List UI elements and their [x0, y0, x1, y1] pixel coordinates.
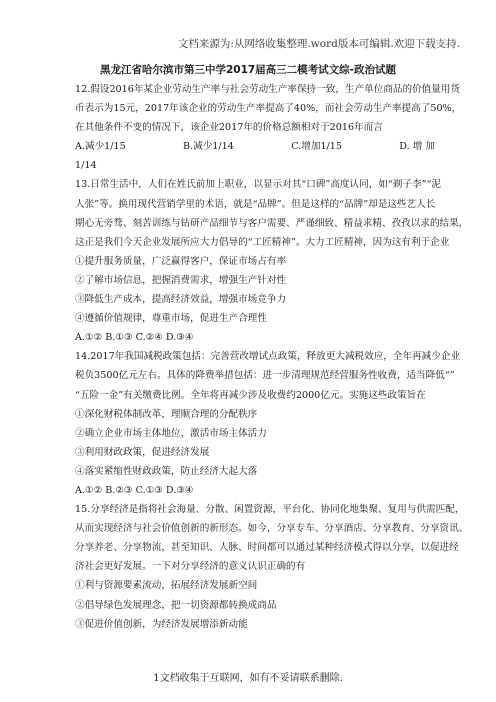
q15-choice: ③促进价值创新，为经济发展增添新动能: [75, 618, 248, 630]
q15-choice: ①利与资源要素流动，拓展经济发展新空间: [75, 580, 258, 592]
q13-choice: ③降低生产成本，提高经济效益，增强市场竞争力: [75, 294, 287, 306]
footer-note: 1文档收集于互联网，如有不妥请联系删除.: [153, 673, 343, 684]
q13-options: A.①② B.①③ C.②④ D.③④: [75, 332, 194, 344]
q13-choice: ②了解市场信息，把握消费需求，增强生产针对性: [75, 274, 287, 286]
document-title: 黑龙江省哈尔滨市第三中学2017届高三二模考试文综-政治试题: [99, 64, 397, 76]
q12-line: 12.假设2016年某企业劳动生产率与社会劳动生产率保持一致，生产单位商品的价值量用货: [75, 84, 461, 95]
q12-line: 在其他条件不变的情况下，该企业2017年的价格总额相对于2016年而言: [75, 122, 383, 134]
q14-choice: ②确立企业市场主体地位，激活市场主体活力: [75, 427, 267, 439]
q13-line: 13.日常生活中，人们在姓氏前加上职业，以显示对其“口碑”高度认同，如“剃子李”“泥: [75, 179, 441, 191]
source-note: 文档来源为:从网络收集整理.word版本可编辑.欢迎下载支持.: [177, 38, 460, 50]
q13-line: 期心无旁骛、刻苦训练与钻研产品细节与客户需要、严谨细致、精益求精、孜孜以求的结果，: [75, 217, 469, 229]
q12-line: 币表示为15元，2017年该企业的劳动生产率提高了40%，而社会劳动生产率提高了50%，: [75, 103, 462, 115]
q14-line: “五险一金”有关缴费比例。全年将再减少涉及收费约2000亿元。实施这些政策旨在: [75, 389, 426, 401]
q13-choice: ④遵循价值规律，尊重市场，促进生产合理性: [75, 313, 267, 325]
q13-choice: ①提升服务质量，广泛赢得客户，保证市场占有率: [75, 255, 287, 267]
q15-line: 15.分享经济是指将社会海量、分散、闲置资源，平台化、协同化地集聚、复用与供需匹配，: [75, 504, 465, 516]
q12-options: [75, 137, 435, 156]
q12-option-tail: 1/14: [75, 160, 97, 172]
q15-choice: ②倡导绿色发展理念，把一切资源都转换成商品: [75, 599, 277, 611]
q14-choice: ④落实紧缩性财政政策，防止经济大起大落: [75, 465, 258, 477]
q12-option-d: D. 增 加: [399, 141, 435, 153]
q13-line: 人张”等。换用现代营销学里的术语，就是“品牌”。但是这样的“品牌”却是这些艺人长: [75, 198, 436, 210]
q15-line: 分享养老、分享物流，甚至知识、人脉、时间都可以通过某种经济模式得以分享，以促进经: [75, 542, 459, 554]
q14-line: 税负3500亿元左右。具体的降费举措包括：进一步清理规范经营服务性收费，适当降低“”: [75, 370, 455, 382]
q14-choice: ①深化财税体制改革，理顺合理的分配秩序: [75, 408, 258, 420]
document-body: [75, 80, 469, 634]
q13-line: 这正是我们今天企业发展所应大力倡导的“工匠精神”。大力工匠精神，因为这有利于企业: [75, 236, 450, 248]
q15-line: 从而实现经济与社会价值创新的新形态。如今，分享专车、分享酒店、分享教育、分享资讯、: [75, 523, 469, 535]
q15-line: 济社会更好发展。一下对分享经济的意义认识正确的有: [75, 561, 306, 573]
q14-choice: ③利用财政政策，促进经济发展: [75, 446, 210, 458]
q12-option-c: C.增加1/15: [291, 141, 342, 153]
q14-line: 14.2017年我国减税政策包括：完善营改增试点政策，释放更大减税效应，全年再减少企业: [75, 351, 461, 363]
q12-option-a: A.减少1/15: [75, 141, 126, 153]
q14-options: A.①② B.②③ C.①③ D.③④: [75, 484, 194, 496]
q12-option-b: B.减少1/14: [183, 141, 234, 153]
